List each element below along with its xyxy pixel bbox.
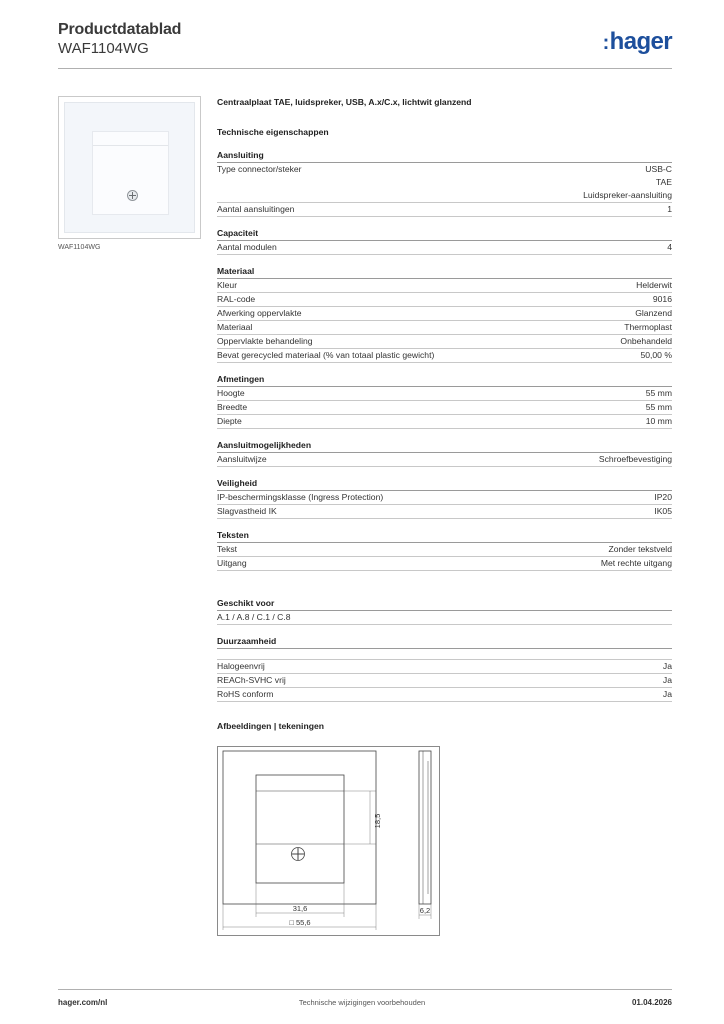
spec-row xyxy=(217,660,672,674)
spec-value: IK05 xyxy=(654,506,672,516)
page-title: Productdatablad xyxy=(58,21,182,38)
section-title: Afmetingen xyxy=(217,373,672,387)
spec-value: 55 mm xyxy=(645,402,672,412)
dim-plate-size-label: □ 55,6 xyxy=(289,918,311,927)
section-title: Aansluitmogelijkheden xyxy=(217,439,672,453)
plate-opening xyxy=(92,131,169,215)
spec-value: Onbehandeld xyxy=(620,336,672,346)
drawings-heading: Afbeeldingen | tekeningen xyxy=(217,721,324,731)
spec-row xyxy=(217,241,672,255)
side-view-outline xyxy=(419,751,431,904)
section-veiligheid xyxy=(217,477,672,519)
section-title: Materiaal xyxy=(217,265,672,279)
section-title: Aansluiting xyxy=(217,149,672,163)
spec-value: Ja xyxy=(662,675,672,685)
footer-website[interactable]: hager.com/nl xyxy=(58,998,108,1007)
spec-row xyxy=(217,688,672,702)
spec-row xyxy=(217,335,672,349)
spec-value: USB-C TAE Luidspreker-aansluiting xyxy=(583,164,672,200)
product-code: WAF1104WG xyxy=(58,40,149,57)
section-aansluiting xyxy=(217,149,672,217)
spec-label: Aantal modulen xyxy=(217,242,277,252)
spec-row xyxy=(217,349,672,363)
spec-row xyxy=(217,505,672,519)
spec-row xyxy=(217,279,672,293)
image-caption: WAF1104WG xyxy=(58,244,101,251)
drawing-svg xyxy=(218,747,439,935)
spec-value: Schroefbevestiging xyxy=(598,454,672,464)
spec-value: Zonder tekstveld xyxy=(608,544,672,554)
section-title: Geschikt voor xyxy=(217,597,672,611)
section-afmetingen xyxy=(217,373,672,429)
spec-value: 55 mm xyxy=(645,388,672,398)
dim-height-label: 18,5 xyxy=(373,813,382,829)
spec-value: Glanzend xyxy=(635,308,672,318)
spec-label: Diepte xyxy=(217,416,242,426)
spec-label: RoHS conform xyxy=(217,689,274,699)
product-image xyxy=(58,96,201,239)
hager-logo: :hager xyxy=(602,28,672,55)
spec-label: Afwerking oppervlakte xyxy=(217,308,302,318)
spec-value: 4 xyxy=(667,242,672,252)
spec-row xyxy=(217,387,672,401)
header-divider xyxy=(58,68,672,69)
spec-value: Thermoplast xyxy=(624,322,672,332)
spec-row xyxy=(217,453,672,467)
spec-label: Tekst xyxy=(217,544,238,554)
section-title: Capaciteit xyxy=(217,227,672,241)
spec-content xyxy=(217,95,672,733)
spec-row xyxy=(217,203,672,217)
spec-value: Met rechte uitgang xyxy=(600,558,672,568)
section-title: Duurzaamheid xyxy=(217,635,672,649)
spec-label: Aantal aansluitingen xyxy=(217,204,295,214)
spec-label: A.1 / A.8 / C.1 / C.8 xyxy=(217,612,291,622)
section-teksten xyxy=(217,529,672,571)
spec-row xyxy=(217,307,672,321)
plate-outline xyxy=(223,751,376,904)
spec-row xyxy=(217,401,672,415)
spec-value: 9016 xyxy=(652,294,672,304)
spec-row xyxy=(217,415,672,429)
dim-slot-width-label: 31,6 xyxy=(292,904,308,913)
spec-label: Uitgang xyxy=(217,558,247,568)
spec-row xyxy=(217,293,672,307)
spec-label: Hoogte xyxy=(217,388,245,398)
footer-disclaimer: Technische wijzigingen voorbehouden xyxy=(298,998,426,1007)
section-title: Veiligheid xyxy=(217,477,672,491)
spec-row xyxy=(217,321,672,335)
product-title: Centraalplaat TAE, luidspreker, USB, A.x/C.x, lichtwit glanzend xyxy=(217,97,472,107)
spec-label: RAL-code xyxy=(217,294,256,304)
spec-label: Slagvastheid IK xyxy=(217,506,277,516)
section-duurzaamheid xyxy=(217,635,672,702)
spec-label: Aansluitwijze xyxy=(217,454,267,464)
dim-depth-label: 6,2 xyxy=(419,906,431,915)
section-materiaal xyxy=(217,265,672,363)
section-capaciteit xyxy=(217,227,672,255)
spec-row xyxy=(217,674,672,688)
spec-value: Helderwit xyxy=(636,280,672,290)
plate-graphic xyxy=(64,102,195,233)
section-aansluitmogelijkheden xyxy=(217,439,672,467)
spec-label: Oppervlakte behandeling xyxy=(217,336,313,346)
spec-label: Breedte xyxy=(217,402,248,412)
spec-label: Halogeenvrij xyxy=(217,661,265,671)
spec-row xyxy=(217,611,672,625)
spec-label: Type connector/steker xyxy=(217,164,302,174)
spec-value: Ja xyxy=(662,661,672,671)
spec-row xyxy=(217,543,672,557)
spec-value: Ja xyxy=(662,689,672,699)
section-geschikt xyxy=(217,597,672,625)
spec-value: IP20 xyxy=(654,492,672,502)
spec-row xyxy=(217,163,672,203)
spec-value: 1 xyxy=(667,204,672,214)
screw-icon xyxy=(127,190,138,201)
spec-row xyxy=(217,491,672,505)
tech-heading: Technische eigenschappen xyxy=(217,127,329,137)
spec-label: Kleur xyxy=(217,280,238,290)
spec-value: 10 mm xyxy=(645,416,672,426)
footer-date: 01.04.2026 xyxy=(631,998,672,1007)
spec-label: REACh-SVHC vrij xyxy=(217,675,286,685)
section-title: Teksten xyxy=(217,529,672,543)
spec-label: Bevat gerecycled materiaal (% van totaal plastic gewicht) xyxy=(217,350,435,360)
spec-value: 50,00 % xyxy=(640,350,672,360)
technical-drawing xyxy=(217,746,440,936)
spec-row xyxy=(217,557,672,571)
spec-label: IP-beschermingsklasse (Ingress Protection) xyxy=(217,492,384,502)
footer-divider xyxy=(58,989,672,990)
spec-label: Materiaal xyxy=(217,322,253,332)
